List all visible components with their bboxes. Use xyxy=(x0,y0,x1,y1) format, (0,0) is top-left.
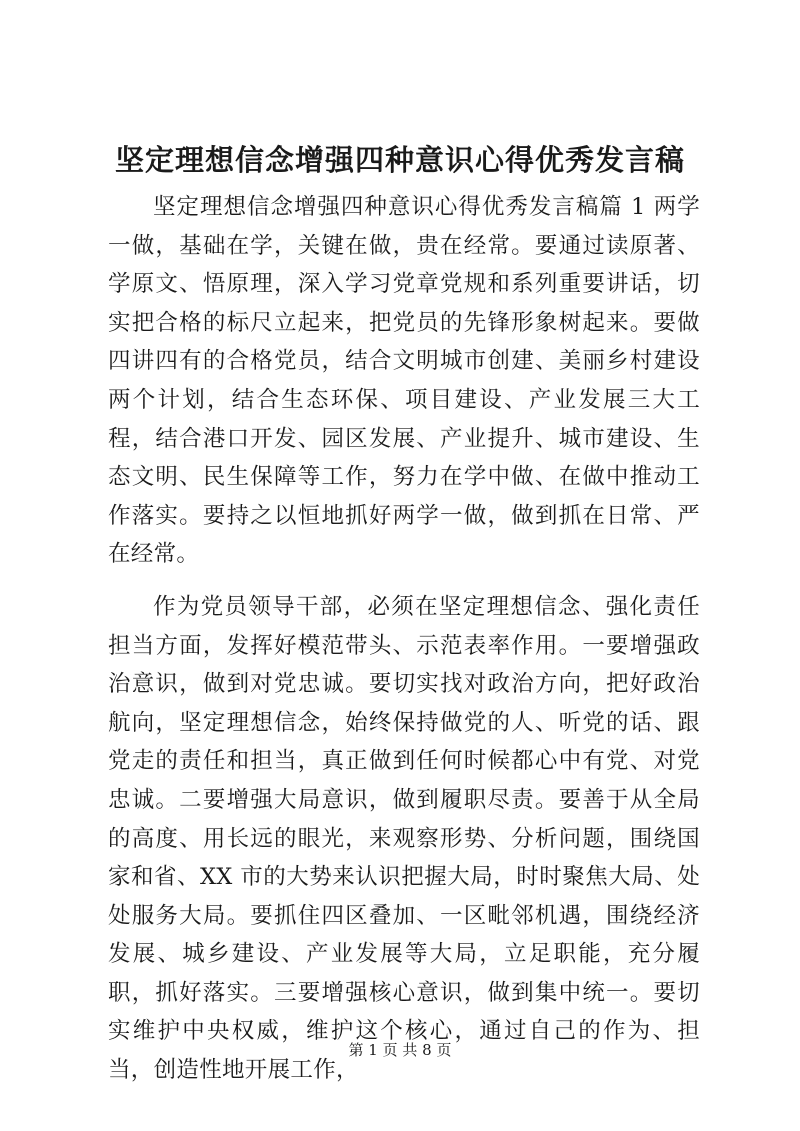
document-title: 坚定理想信念增强四种意识心得优秀发言稿 xyxy=(114,143,685,177)
paragraph-2: 作为党员领导干部，必须在坚定理想信念、强化责任担当方面，发挥好模范带头、示范表率作用。一要增强政治意识，做到对党忠诚。要切实找对政治方向，把好政治航向，坚定理想信念，始终保持做党的人、听党的话、跟党走的责任和担当，真正做到任何时候都心中有党、对党忠诚。二要增强大局意识，做到履职尽责。要善于从全局的高度、用长远的眼光，来观察形势、分析问题，围绕国家和省、XX 市的大势来认识把握大局，时时聚焦大局、处处服务大局。要抓住四区叠加、一区毗邻机遇，围绕经济发展、城乡建设、产业发展等大局，立足职能，充分履职，抓好落实。三要增强核心意识，做到集中统一。要切实维护中央权威，维护这个核心，通过自己的作为、担当，创造性地开展工作， xyxy=(108,593,700,1084)
document-body xyxy=(108,188,700,1090)
page-footer: 第 1 页 共 8 页 xyxy=(348,1041,452,1059)
paragraph-1: 坚定理想信念增强四种意识心得优秀发言稿篇 1 两学一做，基础在学，关键在做，贵在经常。要通过读原著、学原文、悟原理，深入学习党章党规和系列重要讲话，切实把合格的标尺立起来，把党员的先锋形象树起来。要做四讲四有的合格党员，结合文明城市创建、美丽乡村建设两个计划，结合生态环保、项目建设、产业发展三大工程，结合港口开发、园区发展、产业提升、城市建设、生态文明、民生保障等工作，努力在学中做、在做中推动工作落实。要持之以恒地抓好两学一做，做到抓在日常、严在经常。 xyxy=(108,194,700,568)
